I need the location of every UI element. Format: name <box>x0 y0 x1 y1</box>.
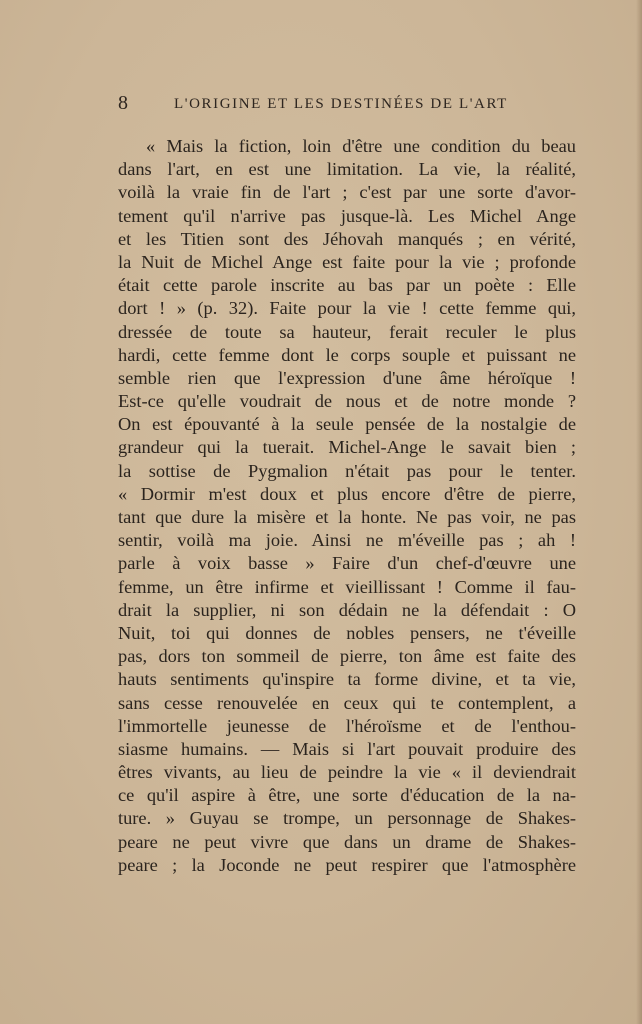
text-line: dans l'art, en est une limitation. La vie, la réalité, <box>118 159 576 180</box>
text-line: Est-ce qu'elle voudrait de nous et de notre monde ? <box>118 391 576 412</box>
text-line: Nuit, toi qui donnes de nobles pensers, ne t'éveille <box>118 622 576 643</box>
text-line: sans cesse renouvelée en ceux qui te contemplent, a <box>118 692 576 713</box>
text-line: « Mais la fiction, loin d'être une condition du beau <box>146 136 576 156</box>
text-line: hauts sentiments qu'inspire ta forme divine, et ta vie, <box>118 669 576 690</box>
text-line: femme, un être infirme et vieillissant ! Comme il fau- <box>118 576 576 597</box>
text-line: peare ; la Joconde ne peut respirer que l'atmosphère <box>118 854 576 875</box>
text-line: la Nuit de Michel Ange est faite pour la vie ; profonde <box>118 251 576 272</box>
text-line: êtres vivants, au lieu de peindre la vie « il deviendrait <box>118 762 576 783</box>
text-line: sentir, voilà ma joie. Ainsi ne m'éveille pas ; ah ! <box>118 530 576 551</box>
text-line: la sottise de Pygmalion n'était pas pour le tenter. <box>118 460 576 481</box>
text-line: drait la supplier, ni son dédain ne la défendait : O <box>118 599 576 620</box>
text-line: grandeur qui la tuerait. Michel-Ange le savait bien ; <box>118 437 576 458</box>
running-title: L'ORIGINE ET LES DESTINÉES DE L'ART <box>174 96 508 112</box>
text-line: parle à voix basse » Faire d'un chef-d'œuvre une <box>118 553 576 574</box>
text-line: était cette parole inscrite au bas par un poète : Elle <box>118 275 576 296</box>
text-line: dressée de toute sa hauteur, ferait reculer le plus <box>118 321 576 342</box>
page-edge-shadow <box>636 0 642 1024</box>
text-line: siasme humains. — Mais si l'art pouvait produire des <box>118 738 576 759</box>
text-line: peare ne peut vivre que dans un drame de Shakes- <box>118 831 576 852</box>
text-line: On est épouvanté à la seule pensée de la nostalgie de <box>118 414 576 435</box>
text-line: « Dormir m'est doux et plus encore d'être de pierre, <box>118 483 576 504</box>
text-line: et les Titien sont des Jéhovah manqués ; en vérité, <box>118 228 576 249</box>
body-text <box>118 135 576 877</box>
text-line: l'immortelle jeunesse de l'héroïsme et de l'enthou- <box>118 715 576 736</box>
page-number: 8 <box>118 92 128 114</box>
text-line: tement qu'il n'arrive pas jusque-là. Les Michel Ange <box>118 205 576 226</box>
text-line: pas, dors ton sommeil de pierre, ton âme est faite des <box>118 646 576 667</box>
text-line: voilà la vraie fin de l'art ; c'est par une sorte d'avor- <box>118 182 576 203</box>
text-line: ture. » Guyau se trompe, un personnage de Shakes- <box>118 808 576 829</box>
text-line: dort ! » (p. 32). Faite pour la vie ! cette femme qui, <box>118 298 576 319</box>
page-header <box>118 90 574 116</box>
text-line: ce qu'il aspire à être, une sorte d'éducation de la na- <box>118 785 576 806</box>
text-line: hardi, cette femme dont le corps souple et puissant ne <box>118 344 576 365</box>
text-line: tant que dure la misère et la honte. Ne pas voir, ne pas <box>118 507 576 527</box>
text-line: semble rien que l'expression d'une âme héroïque ! <box>118 367 576 388</box>
